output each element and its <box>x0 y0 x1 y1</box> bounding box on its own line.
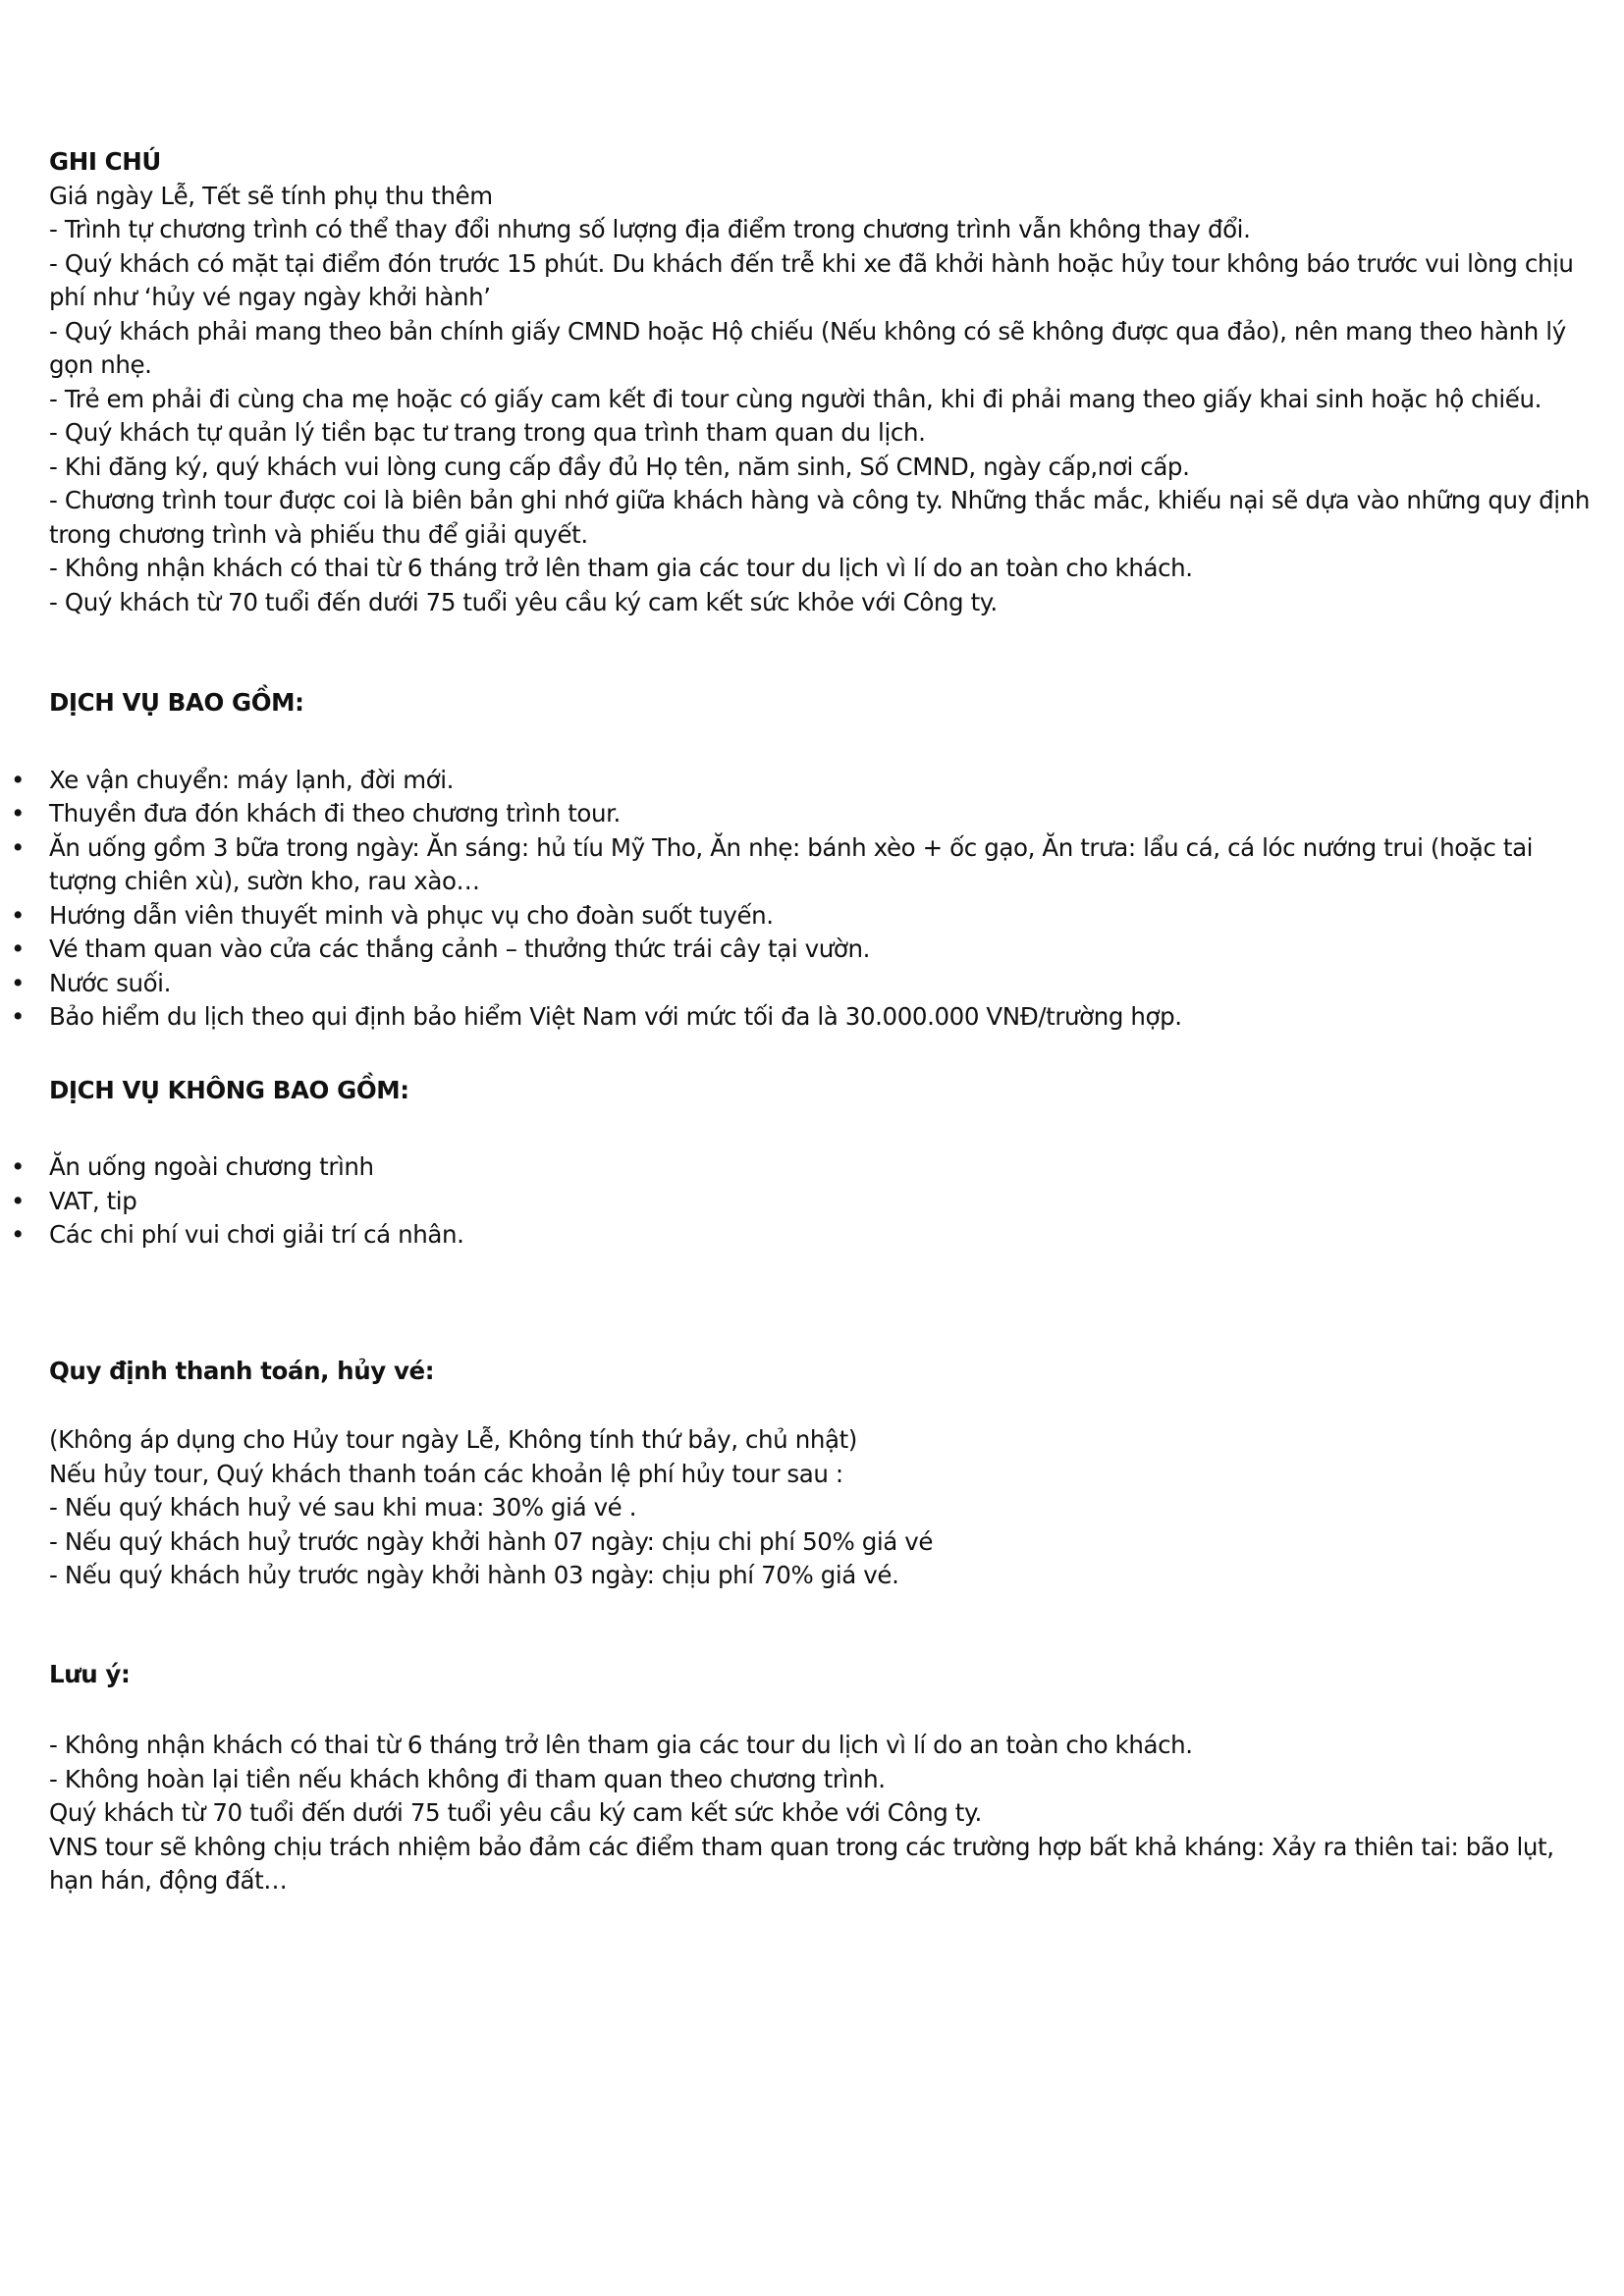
list-item-text: Ăn uống ngoài chương trình <box>49 1152 374 1181</box>
list-item <box>10 1000 1600 1035</box>
list-item <box>10 967 1600 1001</box>
list-item-text: Bảo hiểm du lịch theo qui định bảo hiểm Việt Nam với mức tối đa là 30.000.000 VNĐ/trường hợp. <box>49 1002 1182 1031</box>
bullet-icon: • <box>10 900 26 930</box>
note-line: - Không hoàn lại tiền nếu khách không đi tham quan theo chương trình. <box>49 1764 886 1793</box>
list-item <box>10 1218 1600 1253</box>
notes-line: - Trình tự chương trình có thể thay đổi nhưng số lượng địa điểm trong chương trình vẫn không thay đổi. <box>49 215 1251 243</box>
notes-line: - Quý khách phải mang theo bản chính giấy CMND hoặc Hộ chiếu (Nếu không có sẽ không được qua đảo), nên mang theo hành lý gọn nhẹ. <box>49 316 1566 379</box>
bullet-icon: • <box>10 1002 26 1031</box>
bullet-icon: • <box>10 765 26 794</box>
excluded-heading: DỊCH VỤ KHÔNG BAO GỒM: <box>49 1075 409 1104</box>
list-item-text: Xe vận chuyển: máy lạnh, đời mới. <box>49 765 455 794</box>
list-item-text: Các chi phí vui chơi giải trí cá nhân. <box>49 1220 464 1249</box>
included-list <box>10 764 1600 1035</box>
notes-line: - Quý khách tự quản lý tiền bạc tư trang trong qua trình tham quan du lịch. <box>49 418 926 447</box>
payment-heading: Quy định thanh toán, hủy vé: <box>49 1356 435 1385</box>
notes-line: - Trẻ em phải đi cùng cha mẹ hoặc có giấy cam kết đi tour cùng người thân, khi đi phải mang theo giấy khai sinh hoặc hộ chiếu. <box>49 384 1542 413</box>
bullet-icon: • <box>10 799 26 828</box>
notes-section <box>49 145 1600 619</box>
notes-line: - Quý khách từ 70 tuổi đến dưới 75 tuổi yêu cầu ký cam kết sức khỏe với Công ty. <box>49 587 998 616</box>
payment-line: - Nếu quý khách hủy trước ngày khởi hành 03 ngày: chịu phí 70% giá vé. <box>49 1561 899 1589</box>
notes-line: - Quý khách có mặt tại điểm đón trước 15 phút. Du khách đến trễ khi xe đã khởi hành hoặc hủy tour không báo trước vui lòng chịu phí như ‘hủy vé ngay ngày khởi hành’ <box>49 248 1574 311</box>
document-page <box>10 145 1600 1898</box>
excluded-list <box>10 1150 1600 1253</box>
payment-line: - Nếu quý khách huỷ trước ngày khởi hành 07 ngày: chịu chi phí 50% giá vé <box>49 1526 934 1556</box>
bullet-icon: • <box>10 1186 26 1215</box>
bullet-icon: • <box>10 1220 26 1249</box>
payment-line: Nếu hủy tour, Quý khách thanh toán các khoản lệ phí hủy tour sau : <box>49 1459 843 1488</box>
list-item-text: VAT, tip <box>49 1186 137 1215</box>
bullet-icon: • <box>10 1152 26 1181</box>
list-item <box>10 764 1600 798</box>
list-item <box>10 1185 1600 1219</box>
list-item <box>10 797 1600 831</box>
notes-line: - Không nhận khách có thai từ 6 tháng trở lên tham gia các tour du lịch vì lí do an toàn cho khách. <box>49 554 1193 582</box>
list-item-text: Thuyền đưa đón khách đi theo chương trình tour. <box>49 799 621 828</box>
excluded-section <box>10 1074 1600 1253</box>
notes-line: - Khi đăng ký, quý khách vui lòng cung cấp đầy đủ Họ tên, năm sinh, Số CMND, ngày cấp,nơi cấp. <box>49 452 1190 481</box>
note-heading: Lưu ý: <box>49 1659 131 1688</box>
payment-section <box>49 1355 1600 1593</box>
included-section <box>10 686 1600 1035</box>
list-item <box>10 933 1600 967</box>
bullet-icon: • <box>10 934 26 963</box>
list-item <box>10 899 1600 934</box>
list-item-text: Ăn uống gồm 3 bữa trong ngày: Ăn sáng: hủ tíu Mỹ Tho, Ăn nhẹ: bánh xèo + ốc gạo, Ăn trưa: lẩu cá, cá lóc nướng trui (hoặc tai tượng chiên xù), sườn kho, rau xào… <box>49 832 1534 895</box>
note-line: VNS tour sẽ không chịu trách nhiệm bảo đảm các điểm tham quan trong các trường hợp bất khả kháng: Xảy ra thiên tai: bão lụt, hạn hán, động đất… <box>49 1832 1554 1895</box>
list-item-text: Hướng dẫn viên thuyết minh và phục vụ cho đoàn suốt tuyến. <box>49 900 774 930</box>
payment-line: (Không áp dụng cho Hủy tour ngày Lễ, Không tính thứ bảy, chủ nhật) <box>49 1425 857 1454</box>
list-item-text: Nước suối. <box>49 968 171 997</box>
bullet-icon: • <box>10 968 26 997</box>
included-heading: DỊCH VỤ BAO GỒM: <box>49 688 304 717</box>
notes-heading: GHI CHÚ <box>49 147 161 176</box>
payment-line: - Nếu quý khách huỷ vé sau khi mua: 30% giá vé . <box>49 1493 637 1522</box>
note-section <box>49 1658 1600 1898</box>
notes-line: - Chương trình tour được coi là biên bản ghi nhớ giữa khách hàng và công ty. Những thắc mắc, khiếu nại sẽ dựa vào những quy định trong chương trình và phiếu thu để giải quyết. <box>49 486 1590 549</box>
bullet-icon: • <box>10 832 26 862</box>
notes-line: Giá ngày Lễ, Tết sẽ tính phụ thu thêm <box>49 181 493 210</box>
list-item <box>10 1150 1600 1185</box>
list-item-text: Vé tham quan vào cửa các thắng cảnh – thưởng thức trái cây tại vườn. <box>49 934 870 963</box>
note-line: Quý khách từ 70 tuổi đến dưới 75 tuổi yêu cầu ký cam kết sức khỏe với Công ty. <box>49 1798 982 1827</box>
list-item <box>10 831 1600 899</box>
note-line: - Không nhận khách có thai từ 6 tháng trở lên tham gia các tour du lịch vì lí do an toàn cho khách. <box>49 1731 1193 1759</box>
